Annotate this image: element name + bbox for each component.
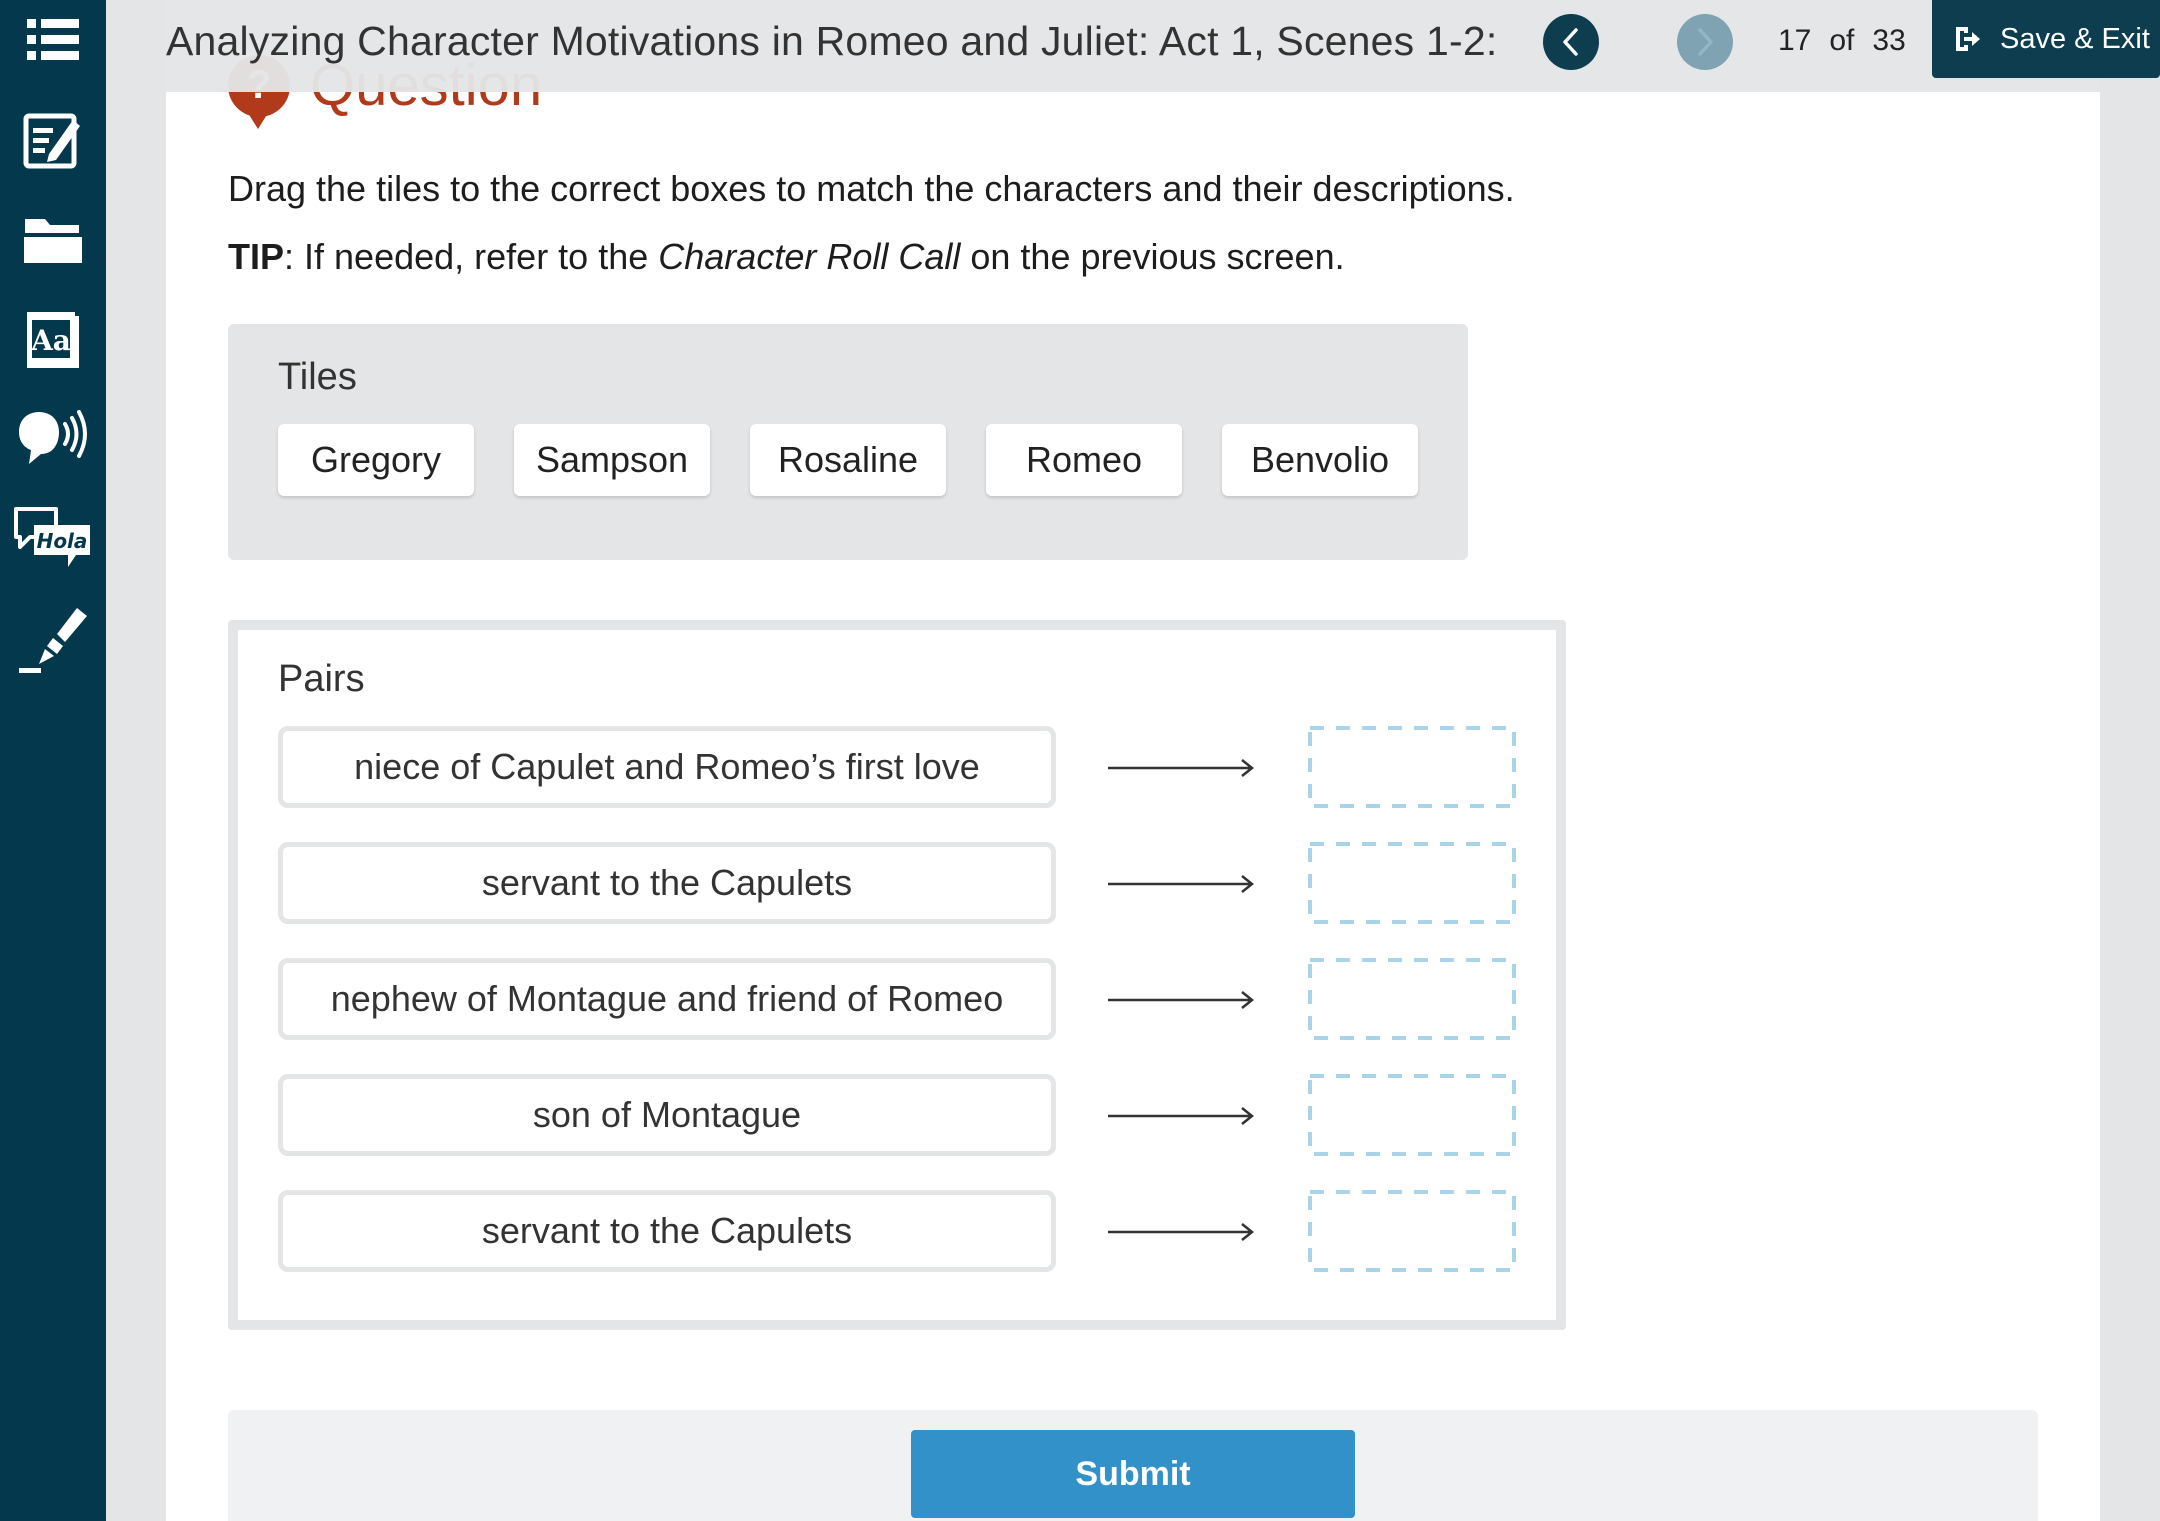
notepad-icon xyxy=(23,110,83,170)
arrow-right-icon xyxy=(1108,1222,1256,1242)
chevron-left-icon xyxy=(1559,27,1583,57)
translate-label: Hola xyxy=(36,529,88,553)
pair-description: niece of Capulet and Romeo’s first love xyxy=(278,726,1056,808)
sidebar xyxy=(0,0,106,1521)
pair-description: son of Montague xyxy=(278,1074,1056,1156)
question-tip xyxy=(228,236,1345,278)
sidebar-item-text-to-speech[interactable] xyxy=(0,398,106,478)
pairs-title: Pairs xyxy=(278,658,365,700)
tile-romeo[interactable]: Romeo xyxy=(986,424,1182,496)
submit-button[interactable]: Submit xyxy=(911,1430,1355,1518)
exit-icon xyxy=(1952,24,1982,54)
tip-reference: Character Roll Call xyxy=(658,236,961,277)
question-instructions: Drag the tiles to the correct boxes to match the characters and their descriptions. xyxy=(228,168,1515,209)
arrow-right-icon xyxy=(1108,758,1256,778)
sidebar-item-list[interactable] xyxy=(0,0,106,80)
tiles-panel xyxy=(228,324,1468,560)
tile-rosaline[interactable]: Rosaline xyxy=(750,424,946,496)
sidebar-item-folder[interactable] xyxy=(0,200,106,280)
previous-button[interactable] xyxy=(1543,14,1599,70)
page-of: of xyxy=(1829,24,1855,57)
drop-box[interactable] xyxy=(1308,958,1516,1040)
arrow-right-icon xyxy=(1108,990,1256,1010)
tile-gregory[interactable]: Gregory xyxy=(278,424,474,496)
chevron-right-icon xyxy=(1693,27,1717,57)
drop-box[interactable] xyxy=(1308,842,1516,924)
translate-icon xyxy=(12,503,94,573)
save-exit-label: Save & Exit xyxy=(2000,22,2150,55)
sidebar-item-notepad[interactable] xyxy=(0,100,106,180)
pair-description: servant to the Capulets xyxy=(278,842,1056,924)
page-total: 33 xyxy=(1872,24,1906,57)
tiles-title: Tiles xyxy=(278,356,357,398)
page-current: 17 xyxy=(1778,24,1812,57)
svg-text:Aa: Aa xyxy=(31,324,71,357)
tile-benvolio[interactable]: Benvolio xyxy=(1222,424,1418,496)
drop-box[interactable] xyxy=(1308,1074,1516,1156)
dictionary-icon xyxy=(25,308,81,372)
arrow-right-icon xyxy=(1108,874,1256,894)
submit-area xyxy=(228,1410,2038,1521)
folder-icon xyxy=(23,215,83,265)
lesson-title: Analyzing Character Motivations in Romeo and Juliet: Act 1, Scenes 1-2: xyxy=(166,18,1498,64)
text-to-speech-icon xyxy=(17,408,89,468)
highlighter-icon xyxy=(17,604,89,676)
sidebar-item-dictionary[interactable] xyxy=(0,300,106,380)
sidebar-item-highlighter[interactable] xyxy=(0,600,106,680)
page-counter xyxy=(1778,24,1924,58)
sidebar-item-translate[interactable] xyxy=(0,498,106,578)
next-button[interactable] xyxy=(1677,14,1733,70)
tip-text-post: on the previous screen. xyxy=(960,236,1345,277)
tile-sampson[interactable]: Sampson xyxy=(514,424,710,496)
tip-text-pre: : If needed, refer to the xyxy=(284,236,659,277)
save-exit-button[interactable] xyxy=(1932,0,2160,78)
header-bar xyxy=(106,0,2160,92)
drop-box[interactable] xyxy=(1308,726,1516,808)
list-icon xyxy=(27,17,79,63)
pair-description: nephew of Montague and friend of Romeo xyxy=(278,958,1056,1040)
drop-box[interactable] xyxy=(1308,1190,1516,1272)
pair-description: servant to the Capulets xyxy=(278,1190,1056,1272)
pairs-panel xyxy=(228,620,1566,1330)
tip-label: TIP xyxy=(228,236,285,277)
arrow-right-icon xyxy=(1108,1106,1256,1126)
